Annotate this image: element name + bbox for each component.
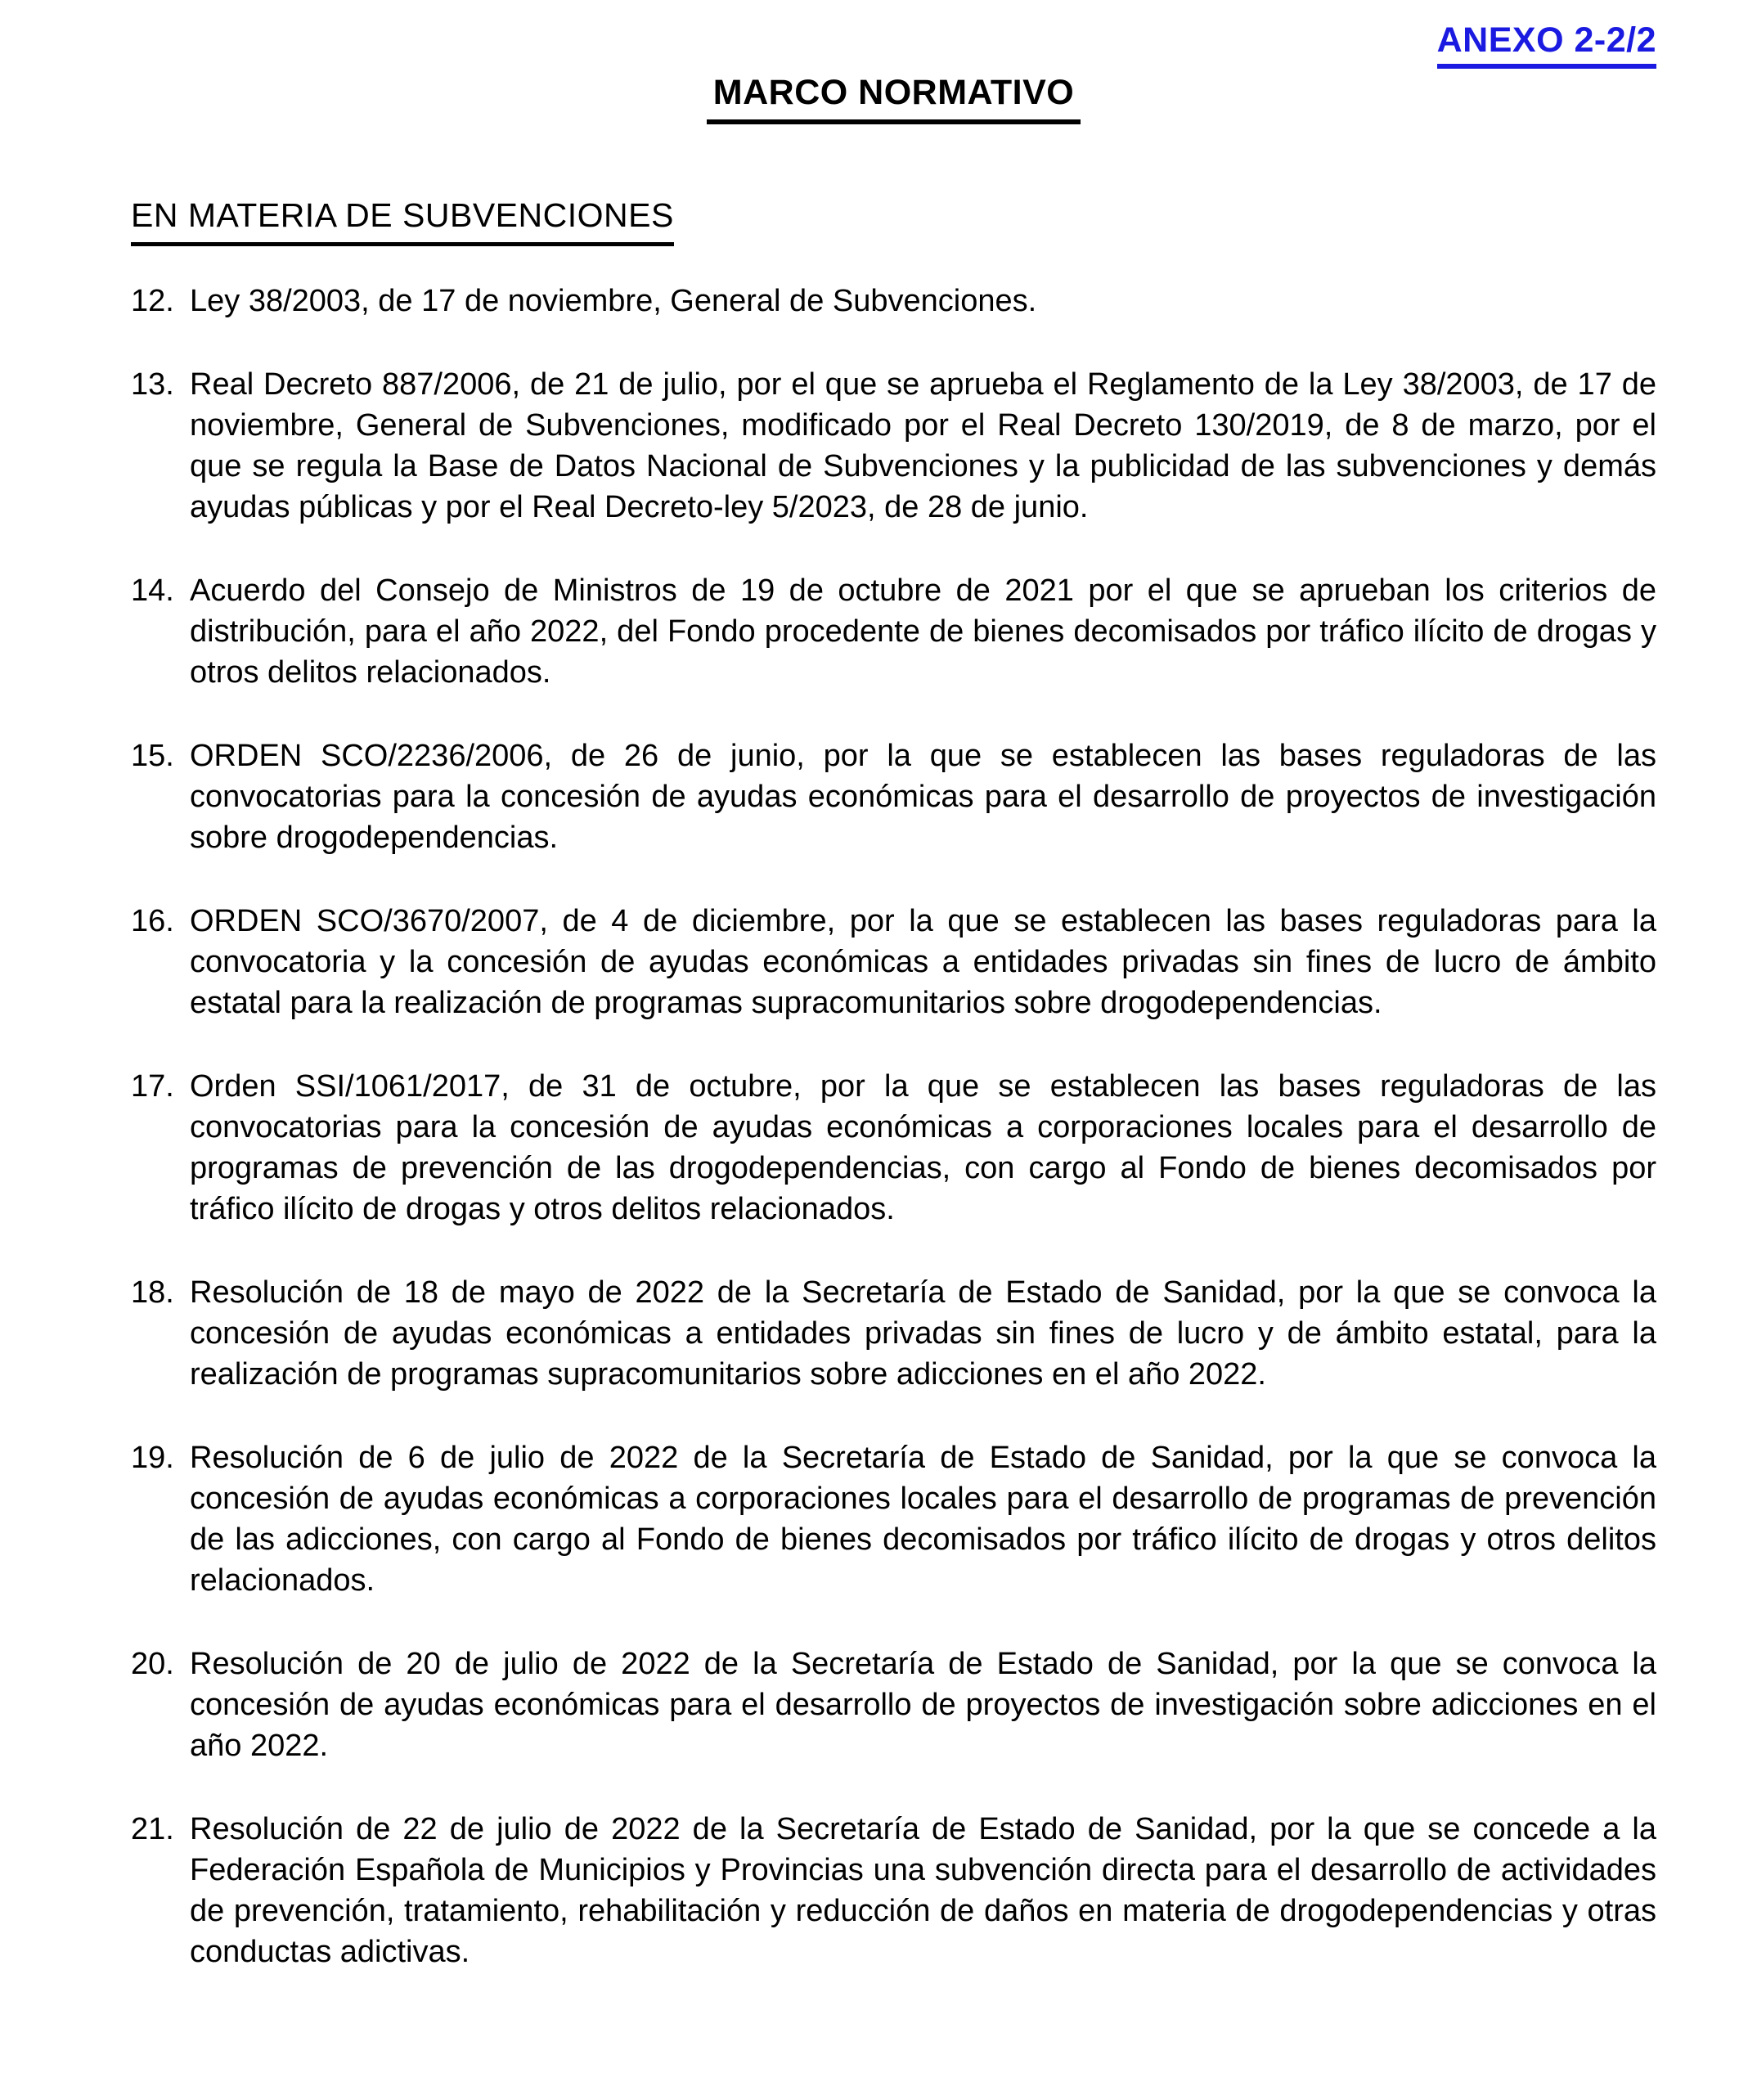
item-number: 14.: [131, 573, 174, 608]
regulation-list: [131, 281, 1656, 1972]
list-item: [131, 1272, 1656, 1395]
title-row: [131, 72, 1656, 124]
item-text: ORDEN SCO/3670/2007, de 4 de diciembre, por la que se establecen las bases reguladoras para la convocatoria y la concesión de ayudas económicas a entidades privadas sin fines de lucro de ámbito estatal para la realización de programas supracomunitarios sobre drogodependencias.: [190, 904, 1656, 1020]
annex-row: [131, 20, 1656, 69]
item-text: Ley 38/2003, de 17 de noviembre, General de Subvenciones.: [190, 284, 1037, 318]
list-item: [131, 1644, 1656, 1766]
list-item: [131, 1809, 1656, 1972]
item-text: Orden SSI/1061/2017, de 31 de octubre, por la que se establecen las bases reguladoras de las convocatorias para la concesión de ayudas económicas a corporaciones locales para el desarrollo de programas de prevención de las drogodependencias, con cargo al Fondo de bienes decomisados por tráfico ilícito de drogas y otros delitos relacionados.: [190, 1069, 1656, 1226]
item-text: ORDEN SCO/2236/2006, de 26 de junio, por la que se establecen las bases reguladoras de las convocatorias para la concesión de ayudas económicas para el desarrollo de proyectos de investigación sobre drogodependencias.: [190, 739, 1656, 855]
item-text: Real Decreto 887/2006, de 21 de julio, por el que se aprueba el Reglamento de la Ley 38/2003, de 17 de noviembre, General de Subvenciones, modificado por el Real Decreto 130/2019, de 8 de marzo, por el que se regula la Base de Datos Nacional de Subvenciones y la publicidad de las subvenciones y demás ayudas públicas y por el Real Decreto-ley 5/2023, de 28 de junio.: [190, 367, 1656, 524]
item-number: 17.: [131, 1069, 174, 1104]
item-number: 16.: [131, 904, 174, 938]
item-number: 19.: [131, 1441, 174, 1475]
item-text: Resolución de 18 de mayo de 2022 de la Secretaría de Estado de Sanidad, por la que se convoca la concesión de ayudas económicas a entidades privadas sin fines de lucro y de ámbito estatal, para la realización de programas supracomunitarios sobre adicciones en el año 2022.: [190, 1275, 1656, 1392]
list-item: [131, 735, 1656, 858]
list-item: [131, 1437, 1656, 1601]
item-number: 12.: [131, 284, 174, 318]
item-number: 20.: [131, 1647, 174, 1681]
list-item: [131, 1066, 1656, 1230]
list-item: [131, 570, 1656, 693]
item-number: 18.: [131, 1275, 174, 1310]
item-text: Resolución de 20 de julio de 2022 de la Secretaría de Estado de Sanidad, por la que se convoca la concesión de ayudas económicas para el desarrollo de proyectos de investigación sobre adicciones en el año 2022.: [190, 1647, 1656, 1763]
section-heading: EN MATERIA DE SUBVENCIONES: [131, 196, 674, 246]
item-number: 21.: [131, 1812, 174, 1846]
item-number: 15.: [131, 739, 174, 773]
item-text: Resolución de 6 de julio de 2022 de la Secretaría de Estado de Sanidad, por la que se convoca la concesión de ayudas económicas a corporaciones locales para el desarrollo de programas de prevención de las adicciones, con cargo al Fondo de bienes decomisados por tráfico ilícito de drogas y otros delitos relacionados.: [190, 1441, 1656, 1598]
item-text: Acuerdo del Consejo de Ministros de 19 de octubre de 2021 por el que se aprueban los criterios de distribución, para el año 2022, del Fondo procedente de bienes decomisados por tráfico ilícito de drogas y otros delitos relacionados.: [190, 573, 1656, 690]
list-item: [131, 901, 1656, 1023]
list-item: [131, 281, 1656, 322]
item-text: Resolución de 22 de julio de 2022 de la Secretaría de Estado de Sanidad, por la que se concede a la Federación Española de Municipios y Provincias una subvención directa para el desarrollo de actividades de prevención, tratamiento, rehabilitación y reducción de daños en materia de drogodependencias y otras conductas adictivas.: [190, 1812, 1656, 1969]
annex-label: ANEXO 2-2/2: [1437, 20, 1656, 69]
page-title: MARCO NORMATIVO: [707, 72, 1081, 124]
list-item: [131, 364, 1656, 528]
item-number: 13.: [131, 367, 174, 402]
